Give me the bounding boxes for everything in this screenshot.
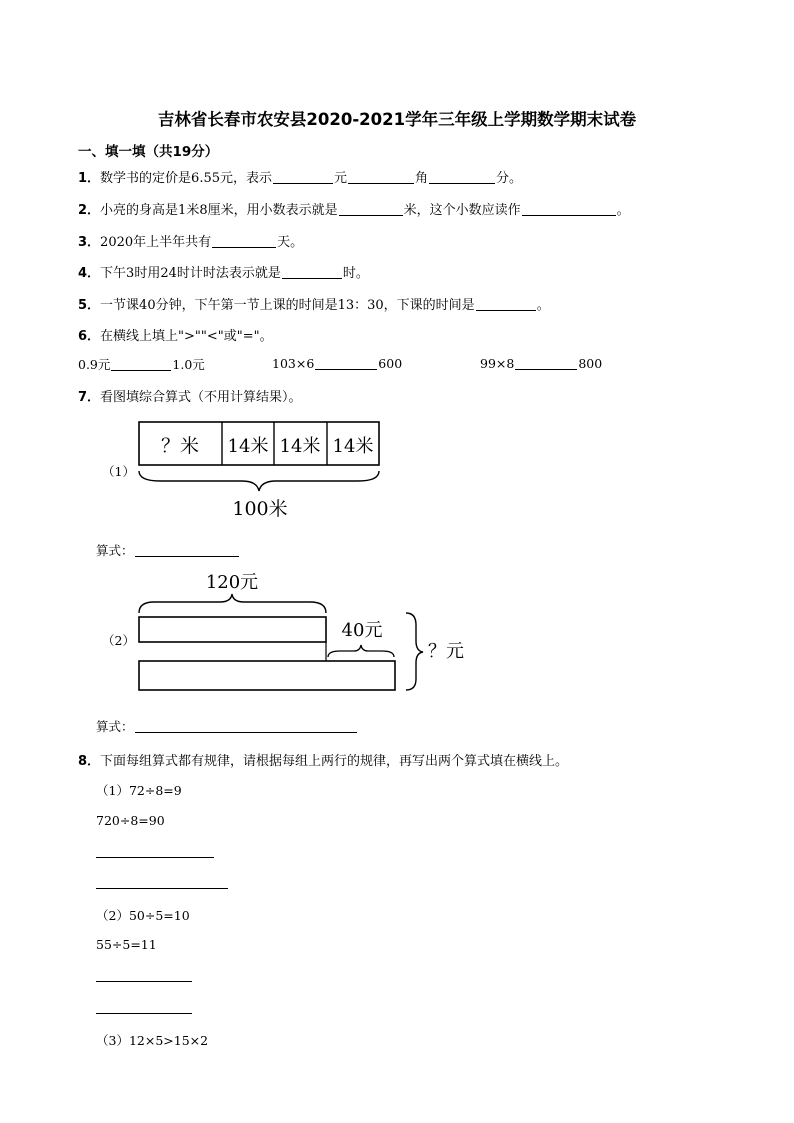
question-5	[78, 294, 550, 313]
segment-label: 14米	[279, 436, 321, 457]
answer-line[interactable]	[96, 888, 228, 889]
segment-diagram-2	[130, 565, 480, 695]
question-number: 3．	[78, 235, 101, 250]
top-bar	[139, 617, 326, 642]
answer-line[interactable]	[96, 857, 214, 858]
question-4	[78, 262, 369, 281]
question-text: 。	[616, 203, 630, 218]
question-8	[78, 750, 568, 769]
answer-blank[interactable]	[339, 201, 403, 216]
question-text: 在横线上填上">""<"或"="。	[100, 329, 273, 344]
question-number: 4．	[78, 266, 101, 281]
compare-item	[272, 355, 402, 371]
question-text: 一节课40分钟，下午第一节上课的时间是13：30，下课的时间是	[100, 298, 475, 313]
question-text: 2020年上半年共有	[100, 235, 212, 250]
part-label: （1）	[102, 464, 135, 479]
question-text: 时。	[342, 266, 369, 281]
question-number: 6．	[78, 329, 101, 344]
formula-row	[96, 541, 240, 559]
top-brace	[139, 594, 326, 613]
formula-label: 算式：	[96, 719, 134, 734]
top-total-label: 120元	[205, 572, 259, 593]
pattern-line: 55÷5=11	[96, 937, 157, 952]
sum-brace	[406, 613, 423, 690]
formula-row	[96, 717, 358, 735]
answer-blank[interactable]	[476, 296, 536, 311]
bottom-bar	[139, 661, 395, 690]
question-text: 米，这个小数应读作	[403, 203, 521, 218]
answer-line[interactable]	[96, 1013, 192, 1014]
question-text: 分。	[496, 171, 523, 186]
compare-right: 1.0元	[172, 357, 205, 372]
segment-label: ？米	[160, 435, 200, 457]
answer-blank[interactable]	[135, 542, 239, 557]
segment-label: 14米	[332, 436, 374, 457]
segment-label: 14米	[227, 436, 269, 457]
question-number: 1．	[78, 171, 101, 186]
question-3	[78, 231, 303, 250]
pattern-line: 720÷8=90	[96, 813, 165, 828]
pattern-line: （3）12×5>15×2	[96, 1033, 209, 1048]
formula-label: 算式：	[96, 543, 134, 558]
answer-blank[interactable]	[111, 356, 171, 371]
difference-label: 40元	[341, 620, 383, 641]
question-text: 下午3时用24时计时法表示就是	[100, 266, 281, 281]
answer-blank[interactable]	[212, 233, 276, 248]
question-text: 。	[536, 298, 550, 313]
compare-right: 600	[378, 356, 403, 371]
question-number: 7．	[78, 390, 101, 405]
compare-right: 800	[578, 356, 603, 371]
compare-item	[480, 355, 602, 371]
page-title: 吉林省长春市农安县2020-2021学年三年级上学期数学期末试卷	[157, 110, 637, 129]
question-text: 看图填综合算式（不用计算结果）。	[100, 390, 302, 405]
question-text: 角	[415, 171, 429, 186]
question-text: 数学书的定价是6.55元，表示	[100, 171, 272, 186]
answer-line[interactable]	[96, 981, 192, 982]
answer-blank[interactable]	[522, 201, 616, 216]
question-2	[78, 199, 630, 218]
question-number: 8．	[78, 754, 101, 769]
answer-blank[interactable]	[348, 169, 414, 184]
segment-diagram-1	[130, 415, 390, 525]
difference-brace	[328, 645, 394, 657]
compare-item	[78, 355, 205, 373]
answer-blank[interactable]	[273, 169, 333, 184]
pattern-line: （2）50÷5=10	[96, 908, 190, 923]
answer-blank[interactable]	[429, 169, 495, 184]
question-text: 天。	[277, 235, 304, 250]
answer-blank[interactable]	[135, 718, 357, 733]
question-6	[78, 325, 273, 344]
question-1	[78, 167, 522, 186]
question-7	[78, 386, 302, 405]
answer-blank[interactable]	[315, 355, 377, 370]
pattern-line: （1）72÷8=9	[96, 783, 182, 798]
part-label: （2）	[102, 633, 135, 648]
sum-label: ？元	[428, 641, 464, 662]
question-number: 5．	[78, 298, 101, 313]
total-brace	[139, 471, 379, 491]
answer-blank[interactable]	[515, 355, 577, 370]
total-label: 100米	[232, 498, 288, 520]
question-text: 小亮的身高是1米8厘米，用小数表示就是	[100, 203, 338, 218]
question-text: 元	[334, 171, 348, 186]
question-text: 下面每组算式都有规律，请根据每组上两行的规律，再写出两个算式填在横线上。	[100, 754, 569, 769]
compare-left: 99×8	[480, 356, 515, 371]
compare-left: 0.9元	[78, 357, 111, 372]
answer-blank[interactable]	[282, 264, 342, 279]
question-number: 2．	[78, 203, 101, 218]
section-heading: 一、填一填（共19分）	[78, 144, 219, 160]
compare-left: 103×6	[272, 356, 315, 371]
